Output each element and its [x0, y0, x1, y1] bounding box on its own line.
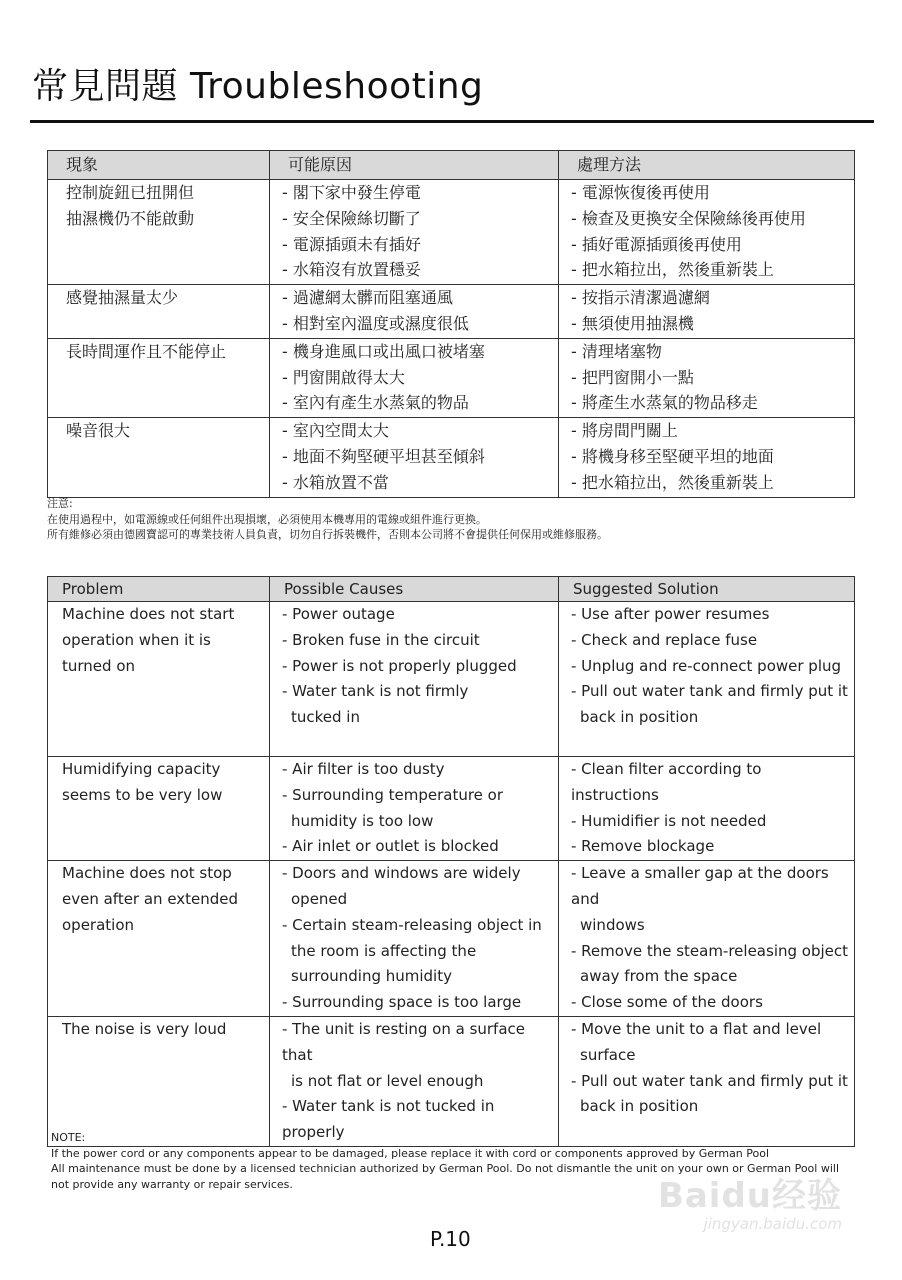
table-row — [48, 338, 855, 417]
note-line: 所有維修必須由德國寶認可的專業技術人員負責，切勿自行拆裝機件，否則本公司將不會提供任何保用或維修服務。 — [47, 528, 608, 541]
cause-item: - 過濾網太髒而阻塞通風 — [282, 288, 453, 308]
problem-text: even after an extended — [62, 889, 239, 908]
troubleshooting-table-chinese — [47, 150, 855, 498]
solution-item: - Remove blockage — [571, 837, 715, 856]
table-row — [48, 1016, 855, 1146]
problem-text: 抽濕機仍不能啟動 — [66, 208, 195, 228]
table-row — [48, 180, 855, 285]
table-header-row — [48, 577, 855, 602]
problem-text: 噪音很大 — [66, 421, 131, 441]
cause-item: - 機身進風口或出風口被堵塞 — [282, 341, 485, 361]
note-line: not provide any warranty or repair services. — [51, 1177, 293, 1191]
causes-cell — [270, 861, 559, 1017]
solutions-cell — [559, 1016, 855, 1146]
header-solutions: Suggested Solution — [559, 577, 855, 602]
chinese-note — [47, 496, 608, 543]
solution-item: away from the space — [580, 967, 738, 986]
solutions-cell — [559, 861, 855, 1017]
cause-item: - 室內有產生水蒸氣的物品 — [282, 393, 469, 413]
note-label: NOTE: — [51, 1131, 86, 1144]
problem-text: Machine does not start — [62, 605, 235, 623]
cause-item: - Air filter is too dusty — [282, 760, 445, 778]
problem-text: Humidifying capacity — [62, 760, 221, 778]
cause-item: - Water tank is not firmly — [282, 682, 469, 701]
solution-item: - 把水箱拉出，然後重新裝上 — [571, 472, 774, 492]
cause-item: - Water tank is not tucked in properly — [282, 1097, 495, 1142]
cause-item: - Air inlet or outlet is blocked — [282, 837, 499, 856]
solution-item: - Humidifier is not needed — [571, 811, 767, 830]
header-problem: Problem — [48, 577, 270, 602]
solution-item: - 將房間門關上 — [571, 421, 678, 441]
cause-item: - Doors and windows are widely — [282, 864, 521, 883]
solution-item: - Unplug and re-connect power plug — [571, 656, 842, 675]
solution-item: - 插好電源插頭後再使用 — [571, 234, 742, 254]
cause-item: - Certain steam-releasing object in — [282, 915, 542, 934]
header-causes: 可能原因 — [270, 151, 559, 180]
problem-text: The noise is very loud — [62, 1019, 227, 1038]
problem-cell — [48, 602, 270, 757]
solution-item: - Use after power resumes — [571, 605, 770, 623]
page-title: 常見問題 Troubleshooting — [32, 66, 484, 107]
cause-item: - Power is not properly plugged — [282, 656, 517, 675]
problem-text: 感覺抽濕量太少 — [66, 288, 179, 308]
solutions-cell — [559, 285, 855, 339]
solution-item: - 把水箱拉出，然後重新裝上 — [571, 260, 774, 280]
solution-item: - 把門窗開小一點 — [571, 367, 694, 387]
cause-item: - 門窗開啟得太大 — [282, 367, 405, 387]
solution-item: back in position — [580, 708, 699, 727]
problem-cell — [48, 1016, 270, 1146]
header-problem: 現象 — [48, 151, 270, 180]
causes-cell — [270, 757, 559, 861]
problem-cell — [48, 418, 270, 497]
table-header-row — [48, 151, 855, 180]
problem-text: seems to be very low — [62, 785, 223, 804]
cause-item: - 水箱沒有放置穩妥 — [282, 260, 421, 280]
cause-item: - Broken fuse in the circuit — [282, 630, 480, 649]
note-label: 注意: — [47, 497, 73, 510]
problem-text: 長時間運作且不能停止 — [66, 341, 227, 361]
cause-item: opened — [291, 889, 348, 908]
note-line: If the power cord or any components appear to be damaged, please replace it with cord or components approved by German Pool — [51, 1146, 770, 1160]
cause-item: - The unit is resting on a surface that — [282, 1019, 526, 1064]
cause-item: humidity is too low — [291, 811, 434, 830]
table-row — [48, 861, 855, 1017]
problem-cell — [48, 861, 270, 1017]
causes-cell — [270, 180, 559, 285]
solution-item: - Move the unit to a flat and level — [571, 1019, 822, 1038]
causes-cell — [270, 418, 559, 497]
cause-item: surrounding humidity — [291, 967, 452, 986]
solution-item: - Pull out water tank and firmly put it — [571, 1071, 848, 1090]
cause-item: - 水箱放置不當 — [282, 472, 389, 492]
solution-item: windows — [580, 915, 645, 934]
baidu-watermark — [658, 1168, 842, 1233]
solution-item: - Leave a smaller gap at the doors and — [571, 864, 829, 908]
cause-item: - 相對室內溫度或濕度很低 — [282, 313, 469, 333]
problem-cell — [48, 338, 270, 417]
cause-item: - 地面不夠堅硬平坦甚至傾斜 — [282, 446, 485, 466]
causes-cell — [270, 285, 559, 339]
cause-item: the room is affecting the — [291, 941, 477, 960]
note-line: 在使用過程中，如電源線或任何組件出現損壞，必須使用本機專用的電線或組件進行更換。 — [47, 512, 487, 526]
problem-text: operation when it is — [62, 630, 211, 649]
causes-cell — [270, 1016, 559, 1146]
solution-item: surface — [580, 1045, 636, 1064]
cause-item: - Surrounding temperature or — [282, 785, 504, 804]
solutions-cell — [559, 602, 855, 757]
header-solutions: 處理方法 — [559, 151, 855, 180]
cause-item: is not flat or level enough — [291, 1071, 484, 1090]
problem-text: Machine does not stop — [62, 864, 232, 883]
problem-cell — [48, 757, 270, 861]
table-row — [48, 418, 855, 497]
solutions-cell — [559, 180, 855, 285]
table-row — [48, 757, 855, 861]
solution-item: - Remove the steam-releasing object — [571, 941, 849, 960]
problem-text: turned on — [62, 656, 136, 675]
solution-item: - Clean filter according to instructions — [571, 760, 762, 804]
cause-item: - Power outage — [282, 605, 395, 623]
causes-cell — [270, 602, 559, 757]
solution-item: - Check and replace fuse — [571, 630, 758, 649]
cause-item: - 室內空間太大 — [282, 421, 389, 441]
header-causes: Possible Causes — [270, 577, 559, 602]
causes-cell — [270, 338, 559, 417]
cause-item: - 閣下家中發生停電 — [282, 183, 421, 202]
solution-item: - 檢查及更換安全保險絲後再使用 — [571, 208, 806, 228]
solutions-cell — [559, 338, 855, 417]
cause-item: - Surrounding space is too large — [282, 993, 522, 1012]
solution-item: - 無須使用抽濕機 — [571, 313, 694, 333]
cause-item: tucked in — [291, 708, 360, 727]
problem-cell — [48, 285, 270, 339]
solution-item: - Pull out water tank and firmly put it — [571, 682, 848, 701]
problem-text: operation — [62, 915, 135, 934]
solution-item: back in position — [580, 1097, 699, 1116]
solution-item: - 清理堵塞物 — [571, 341, 662, 361]
watermark-logo: Baidu经验 — [657, 1176, 842, 1216]
solution-item: - Close some of the doors — [571, 993, 763, 1012]
solutions-cell — [559, 418, 855, 497]
solution-item: - 將機身移至堅硬平坦的地面 — [571, 446, 774, 466]
solutions-cell — [559, 757, 855, 861]
problem-cell — [48, 180, 270, 285]
troubleshooting-table-english — [47, 576, 855, 1147]
cause-item: - 安全保險絲切斷了 — [282, 208, 421, 228]
solution-item: - 將產生水蒸氣的物品移走 — [571, 393, 758, 413]
solution-item: - 按指示清潔過濾網 — [571, 288, 710, 308]
note-line: All maintenance must be done by a licensed technician authorized by German Pool. Do not dismantle the unit on your own or German Pool will — [51, 1162, 840, 1175]
solution-item: - 電源恢復後再使用 — [571, 183, 710, 202]
table-row — [48, 285, 855, 339]
cause-item: - 電源插頭未有插好 — [282, 234, 421, 254]
page-number: P.10 — [430, 1227, 471, 1251]
title-underline — [30, 120, 874, 123]
watermark-url: jingyan.baidu.com — [703, 1215, 842, 1233]
problem-text: 控制旋鈕已扭開但 — [66, 183, 195, 202]
table-row — [48, 602, 855, 757]
